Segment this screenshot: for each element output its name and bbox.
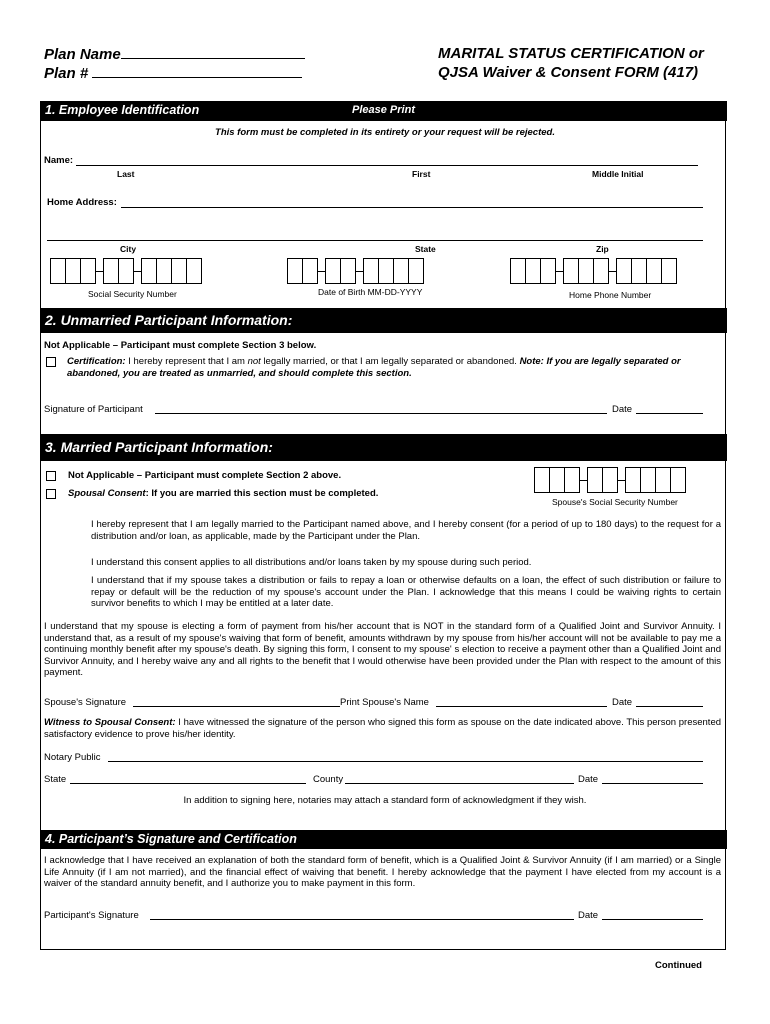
name-input[interactable]	[76, 165, 698, 166]
s3-not-applicable-text: Not Applicable – Participant must complete Section 2 above.	[68, 470, 342, 481]
cert-not: not	[247, 356, 261, 367]
s3-para2: I understand this consent applies to all distributions and/or loans taken by my spouse during such period.	[91, 557, 532, 568]
cert-text-b: legally married, or that I am legally separated or abandoned.	[260, 356, 520, 367]
consent-label: Spousal Consent	[68, 488, 146, 499]
phone-caption: Home Phone Number	[569, 290, 652, 300]
county-label: County	[313, 774, 344, 785]
please-print: Please Print	[352, 104, 415, 116]
notary-input[interactable]	[108, 761, 703, 762]
plan-number-field[interactable]	[44, 63, 302, 83]
s2-not-applicable	[44, 340, 316, 352]
spouse-print-name-input[interactable]	[436, 706, 607, 707]
dob-caption: Date of Birth MM-DD-YYYY	[318, 287, 423, 297]
zip-caption: Zip	[596, 244, 609, 254]
s3-para4: I understand that my spouse is electing a form of payment from his/her account that is NOT in the standard form of a Qualified Joint and Survivor Annuity. I understand that, as a result of my spouse's waiving that form of benefit, amounts withdrawn by my spouse from his/her account will not be available to pay me a continuing monthly benefit after my spouse's death. By signing this form, I consent to my spouse' s election to receive a payment other than a Qualified Joint and Survivor Annuity, and I hereby waive any and all rights to the benefit that I would otherwise have been provided under the Plan with respect to the amount of this payment.	[44, 621, 721, 678]
notary-note: In addition to signing here, notaries may attach a standard form of acknowledgment if they wish.	[183, 795, 587, 806]
s3-spousal-consent-checkbox[interactable]	[46, 489, 56, 499]
ssn-caption: Social Security Number	[88, 289, 177, 299]
s2-sig-label: Signature of Participant	[44, 404, 143, 415]
notary-date-input[interactable]	[602, 783, 703, 784]
state-label: State	[44, 774, 67, 785]
notary-state-input[interactable]	[70, 783, 306, 784]
s3-consent-text	[68, 488, 378, 500]
section3-header	[40, 434, 727, 461]
s2-date-input[interactable]	[636, 413, 703, 414]
notary-date-label: Date	[578, 774, 599, 785]
continued-label: Continued	[655, 960, 702, 971]
cert-label: Certification:	[67, 356, 126, 367]
s2-certification-text	[67, 356, 727, 379]
s2-not-applicable-text: Not Applicable – Participant must complete Section 3 below.	[44, 340, 317, 351]
cert-note: Note: If you are legally separated or	[519, 356, 681, 367]
s2-signature-input[interactable]	[155, 413, 607, 414]
address-label: Home Address:	[47, 197, 117, 208]
s2-date-label: Date	[612, 404, 633, 415]
first-caption: First	[412, 169, 431, 179]
plan-name-field[interactable]	[44, 44, 305, 64]
plan-number-label: Plan #	[44, 65, 89, 82]
cert-note2: abandoned, you are treated as unmarried, and should complete this section.	[67, 367, 412, 379]
section1-title: 1. Employee Identification	[45, 103, 200, 117]
cert-text-a: I hereby represent that I am	[125, 356, 248, 367]
spouse-ssn-input[interactable]	[534, 467, 685, 493]
ssn-input[interactable]	[50, 258, 201, 284]
s3-date-input[interactable]	[636, 706, 703, 707]
section4-header	[40, 830, 727, 849]
middle-caption: Middle Initial	[592, 169, 644, 179]
form-title-line2: QJSA Waiver & Consent FORM (417)	[438, 64, 699, 81]
city-caption: City	[120, 244, 137, 254]
plan-name-label: Plan Name	[44, 46, 121, 63]
section2-title: 2. Unmarried Participant Information:	[45, 312, 293, 328]
notary-label: Notary Public	[44, 752, 101, 763]
section2-header	[40, 308, 727, 333]
s4-date-label: Date	[578, 910, 599, 921]
name-label: Name:	[44, 155, 74, 166]
section3-title: 3. Married Participant Information:	[45, 439, 273, 455]
s2-certification-checkbox[interactable]	[46, 357, 56, 367]
participant-sig-label: Participant's Signature	[44, 910, 139, 921]
address-input[interactable]	[121, 207, 703, 208]
participant-signature-input[interactable]	[150, 919, 574, 920]
dob-input[interactable]	[287, 258, 423, 284]
notary-county-input[interactable]	[345, 783, 574, 784]
last-caption: Last	[117, 169, 135, 179]
witness-label: Witness to Spousal Consent:	[44, 717, 176, 728]
spouse-ssn-caption: Spouse's Social Security Number	[552, 497, 678, 507]
s3-not-applicable-checkbox[interactable]	[46, 471, 56, 481]
witness-text	[44, 717, 721, 740]
phone-input[interactable]	[510, 258, 676, 284]
s3-para3: I understand that if my spouse takes a distribution or fails to repay a loan or otherwise defaults on a loan, the effect of such distribution or failure to repay or default will be the reduction of my spouse's account under the Plan. I acknowledge that this means I could be waiving rights to certain survivor benefits to which I may be entitled at a later date.	[91, 575, 721, 609]
spouse-sig-label: Spouse's Signature	[44, 697, 127, 708]
form-notice: This form must be completed in its entirety or your request will be rejected.	[215, 127, 555, 138]
address-line2-input[interactable]	[47, 240, 703, 241]
consent-text: : If you are married this section must be completed.	[145, 488, 379, 499]
s4-text: I acknowledge that I have received an explanation of both the standard form of benefit, which is a Qualified Joint & Survivor Annuity (if I am married) or a Single Life Annuity (if I am not married), and the financial effect of waiving that benefit. I hereby acknowledge that the payment I have elected from my account is a waiver of the standard annuity benefit, and I authorize you to make payment in this form.	[44, 855, 721, 889]
s3-date-label: Date	[612, 697, 633, 708]
s4-date-input[interactable]	[602, 919, 703, 920]
print-name-label: Print Spouse's Name	[340, 697, 429, 708]
s3-para1: I hereby represent that I am legally married to the Participant named above, and I hereby consent (for a period of up to 180 days) to the request for a distribution and/or loan, as applicable, made by the Participant under the Plan.	[91, 519, 721, 542]
form-title-line1: MARITAL STATUS CERTIFICATION or	[438, 45, 704, 62]
section4-title: 4. Participant’s Signature and Certification	[45, 832, 297, 846]
state-caption: State	[415, 244, 436, 254]
section1-header	[40, 101, 727, 121]
spouse-signature-input[interactable]	[133, 706, 340, 707]
witness-body: I have witnessed the signature of the person who signed this form as spouse on the date indicated above. This person presented satisfactory evidence to prove his/her identity.	[44, 717, 722, 740]
